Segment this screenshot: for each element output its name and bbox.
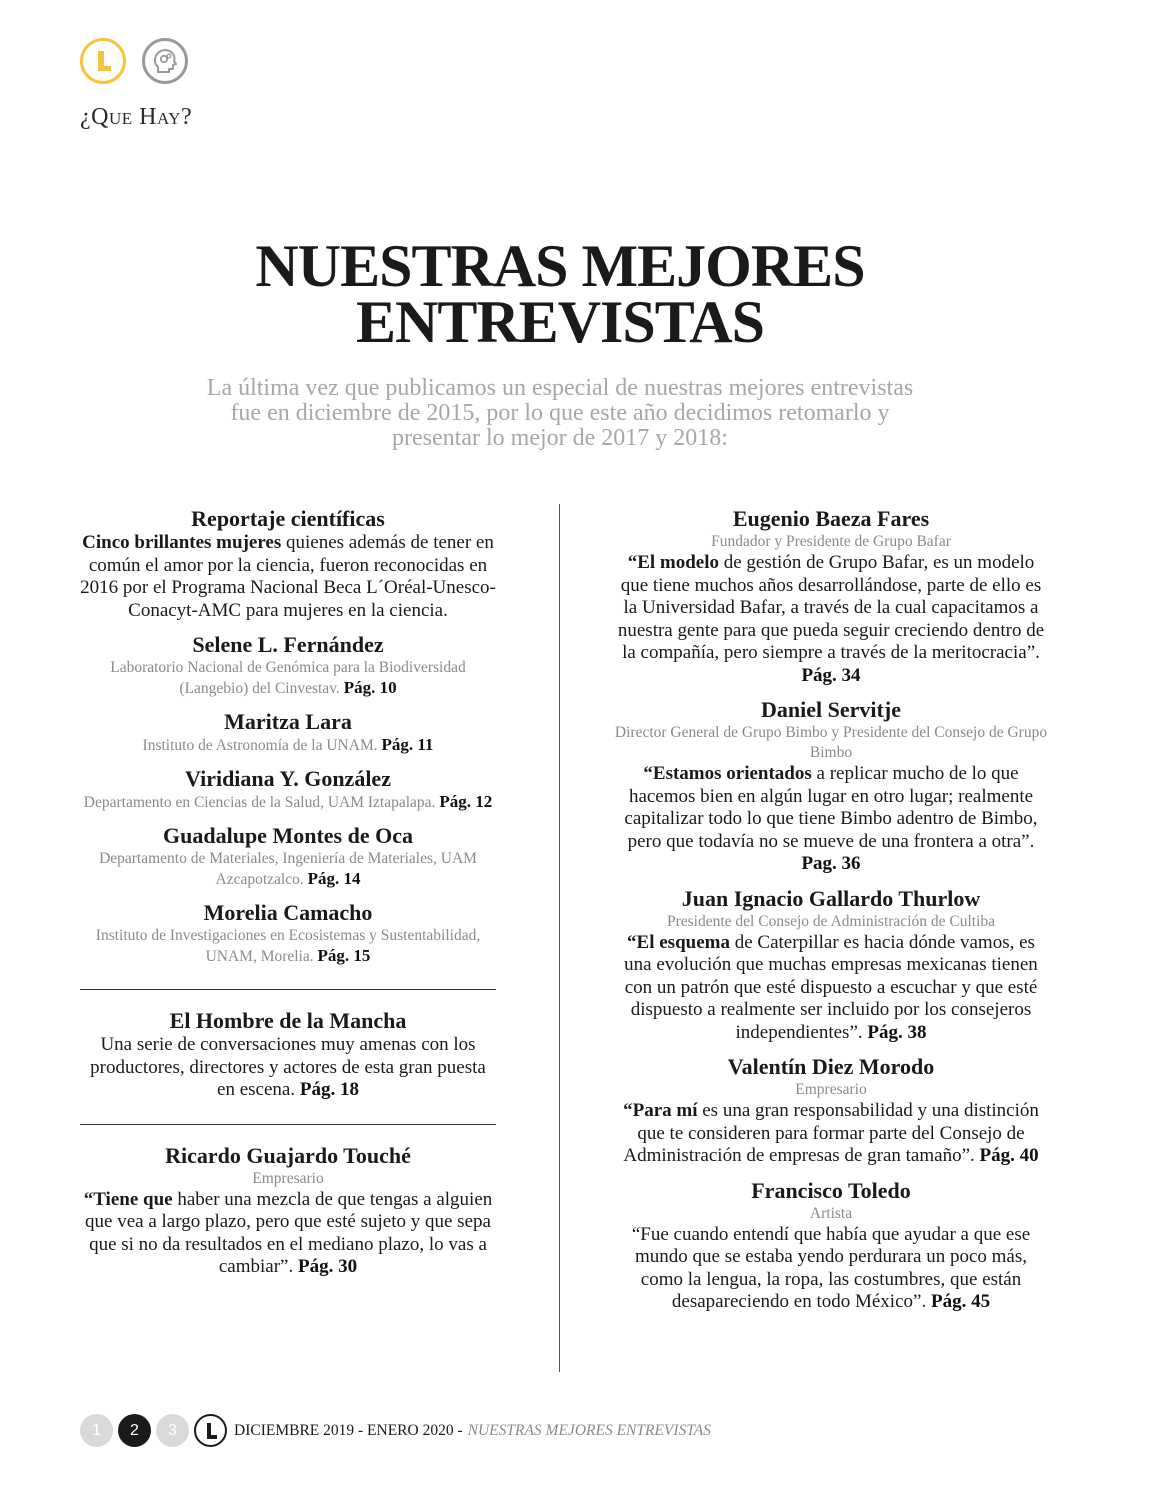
entry-name: Eugenio Baeza Fares — [732, 506, 930, 531]
entry-maritza — [80, 709, 496, 756]
entry-eugenio — [612, 506, 1050, 687]
title-line-2: ENTREVISTAS — [355, 289, 765, 355]
entry-description — [80, 532, 496, 622]
entry-role — [80, 849, 496, 890]
entry-role-text: Departamento en Ciencias de la Salud, UAM Iztapalapa. — [83, 794, 440, 811]
l-logo-icon — [194, 1414, 227, 1447]
entry-lead: “Estamos orientados — [643, 763, 812, 784]
entry-description — [80, 1189, 496, 1279]
entry-juan-ignacio — [612, 886, 1050, 1045]
entry-name: Juan Ignacio Gallardo Thurlow — [681, 885, 981, 911]
issue-date: DICIEMBRE 2019 - ENERO 2020 - — [234, 1421, 463, 1439]
entry-lead: “El esquema — [627, 931, 730, 953]
entry-name: Selene L. Fernández — [192, 632, 384, 657]
entry-text: quienes además de tener en común el amor por la ciencia, fueron reconocidas en 2016 por el Programa Nacional Beca L´Oréal-Unesco-Conacyt-AMC para mujeres en la ciencia. — [80, 532, 496, 621]
entry-role: Empresario — [795, 1081, 867, 1098]
page-ref: Pág. 30 — [298, 1256, 358, 1277]
header-icons — [80, 38, 188, 84]
page-ref: Pág. 18 — [299, 1079, 359, 1100]
entry-daniel — [612, 697, 1050, 876]
page-ref: Pág. 45 — [930, 1291, 991, 1312]
section-divider — [80, 989, 496, 990]
entry-role — [80, 658, 496, 699]
entry-description — [80, 1034, 496, 1102]
left-column — [80, 506, 496, 1289]
footer — [80, 1414, 711, 1447]
page-ref: Pág. 34 — [801, 664, 861, 686]
entry-description — [612, 1224, 1050, 1314]
page-number-1[interactable]: 1 — [80, 1414, 113, 1447]
entry-name: Guadalupe Montes de Oca — [163, 823, 413, 848]
entry-description — [612, 552, 1050, 687]
entry-role: Director General de Grupo Bimbo y Presidente del Consejo de Grupo Bimbo — [614, 724, 1048, 761]
footer-section-title: NUESTRAS MEJORES ENTREVISTAS — [467, 1421, 712, 1439]
brain-gears-icon — [142, 38, 188, 84]
entry-role — [80, 792, 496, 813]
page-ref: Pág. 10 — [343, 678, 397, 697]
intro-text: La última vez que publicamos un especial de nuestras mejores entrevistas fue en diciembre de 2015, por lo que este año decidimos retomarlo y presentar lo mejor de 2017 y 2018: — [206, 375, 914, 451]
entry-role — [80, 735, 496, 756]
entry-role: Presidente del Consejo de Administración de Cultiba — [666, 912, 996, 930]
entry-text: de Caterpillar es hacia dónde vamos, es una evolución que muchas empresas mexicanas tienen con un patrón que esté dispuesto a escuchar y que esté dispuesto a realmente ser incluido por los consejeros independientes”. — [624, 931, 1038, 1043]
page-number-2[interactable]: 2 — [118, 1414, 151, 1447]
entry-text: haber una mezcla de que tengas a alguien que vea a largo plazo, pero que esté sujeto y que sepa que si no da resultados en el mediano plazo, lo vas a cambiar”. — [85, 1188, 493, 1277]
entry-viridiana — [80, 766, 496, 813]
entry-lead: Cinco brillantes mujeres — [82, 532, 282, 553]
page-ref: Pág. 12 — [439, 792, 493, 811]
page-ref: Pág. 11 — [381, 735, 434, 754]
section-divider — [80, 1124, 496, 1125]
entry-text: de gestión de Grupo Bafar, es un modelo que tiene muchos años desarrollándose, parte de ello es la Universidad Bafar, a través de la cual capacitamos a nuestra gente para que pueda seguir creciendo dentro de la compañía, pero siempre a través de la meritocracia”. — [617, 552, 1045, 663]
entry-role: Empresario — [252, 1169, 324, 1187]
title-line-1: NUESTRAS MEJORES — [255, 233, 865, 299]
entry-guadalupe — [80, 823, 496, 890]
page-ref: Pág. 14 — [307, 869, 361, 888]
entry-role — [80, 926, 496, 967]
entry-name: Francisco Toledo — [751, 1177, 911, 1203]
section-label: ¿Que Hay? — [80, 104, 193, 130]
entry-lead: “Tiene que — [83, 1188, 173, 1210]
page-title — [0, 233, 1120, 355]
entry-reportaje — [80, 506, 496, 622]
entry-text: a replicar mucho de lo que hacemos bien en algún lugar en otro lugar; realmente capitalizar todo lo que tiene Bimbo adentro de Bimbo, pero que todavía no se mueve de una frontera a otra”. — [624, 763, 1038, 852]
entry-name: El Hombre de la Mancha — [169, 1008, 407, 1033]
entry-name: Viridiana Y. González — [185, 766, 391, 791]
right-column — [612, 506, 1050, 1324]
entry-name: Morelia Camacho — [203, 900, 373, 925]
entry-text: Una serie de conversaciones muy amenas con los productores, directores y actores de esta gran puesta en escena. — [90, 1034, 486, 1100]
entry-name: Maritza Lara — [224, 709, 352, 734]
entry-morelia — [80, 900, 496, 967]
entry-lead: “El modelo — [627, 552, 719, 573]
column-divider — [559, 504, 560, 1372]
entry-role: Artista — [809, 1204, 853, 1222]
entry-name: Reportaje científicas — [191, 506, 385, 531]
entry-name: Ricardo Guajardo Touché — [165, 1142, 411, 1168]
entry-role-text: Instituto de Astronomía de la UNAM. — [142, 737, 382, 754]
page-ref: Pag. 36 — [801, 853, 861, 874]
entry-selene — [80, 632, 496, 699]
entry-francisco — [612, 1178, 1050, 1314]
entry-description — [612, 1100, 1050, 1168]
entry-description — [612, 763, 1050, 876]
entry-role-text: Departamento de Materiales, Ingeniería de Materiales, UAM Azcapotzalco. — [99, 850, 477, 888]
entry-name: Valentín Diez Morodo — [727, 1054, 935, 1079]
entry-text: es una gran responsabilidad y una distinción que te consideren para formar parte del Consejo de Administración de empresas de gran tamaño”. — [623, 1100, 1039, 1166]
entry-valentin — [612, 1054, 1050, 1168]
l-logo-icon — [80, 38, 126, 84]
entry-text: “Fue cuando entendí que había que ayudar a que ese mundo que se estaba yendo perdurara un poco más, como la lengua, la ropa, las costumbres, que están desapareciendo en todo México”. — [631, 1223, 1031, 1312]
page-ref: Pág. 15 — [317, 946, 371, 965]
page-ref: Pág. 38 — [867, 1021, 927, 1043]
entry-role-text: Instituto de Investigaciones en Ecosistemas y Sustentabilidad, UNAM, Morelia. — [95, 927, 481, 965]
page-number-3[interactable]: 3 — [156, 1414, 189, 1447]
page-ref: Pág. 40 — [979, 1145, 1039, 1166]
entry-role: Fundador y Presidente de Grupo Bafar — [711, 533, 951, 550]
entry-role-text: Laboratorio Nacional de Genómica para la Biodiversidad (Langebio) del Cinvestav. — [110, 659, 466, 697]
entry-lead: “Para mí — [623, 1100, 698, 1121]
entry-hombre-de-la-mancha — [80, 1008, 496, 1102]
entry-ricardo — [80, 1143, 496, 1279]
entry-name: Daniel Servitje — [761, 697, 901, 722]
entry-description — [612, 932, 1050, 1045]
